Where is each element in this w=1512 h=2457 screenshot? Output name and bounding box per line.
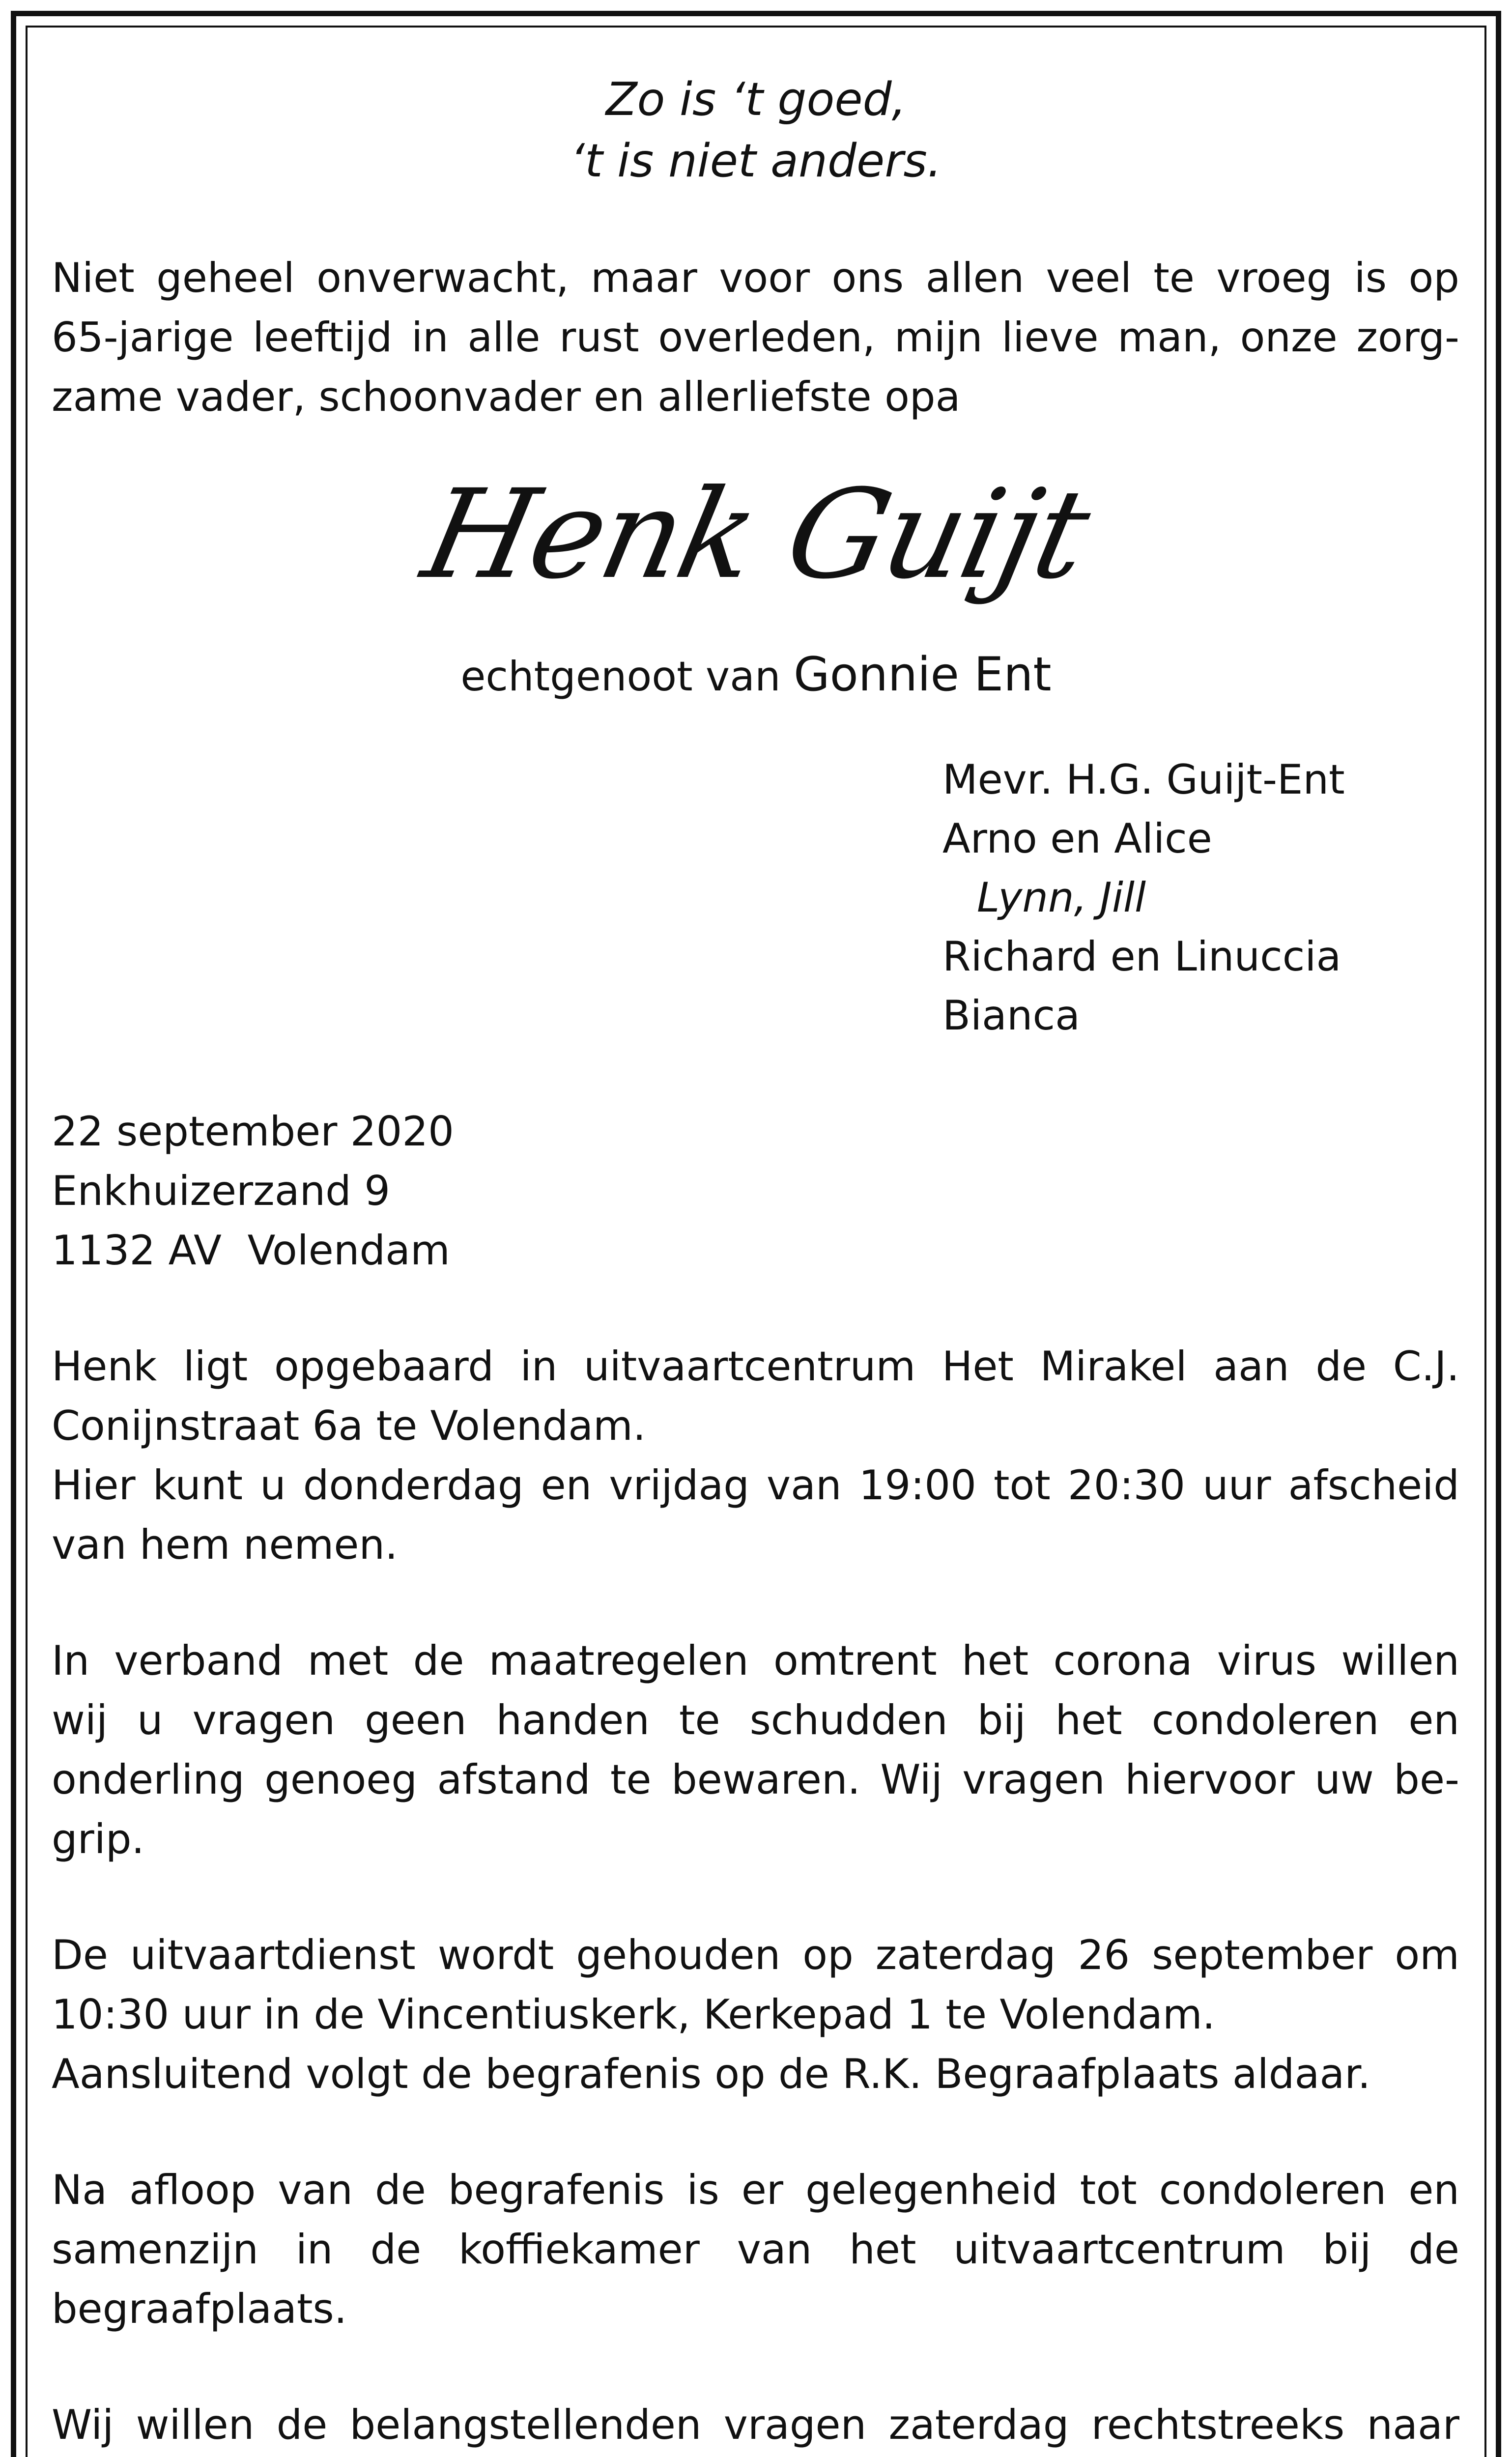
- street-line: Enkhuizerzand 9: [52, 1167, 391, 1215]
- corona-line: onderling genoeg afstand te bewaren. Wij vragen hiervoor uw be-: [52, 1756, 1459, 1803]
- service-line: De uitvaartdienst wordt gehouden op zaterdag 26 september om: [52, 1931, 1459, 1979]
- corona-line: In verband met de maatregelen omtrent het corona virus willen: [52, 1637, 1459, 1685]
- viewing-line: van hem nemen.: [52, 1521, 398, 1569]
- motto: [52, 69, 1460, 192]
- family-member: Arno en Alice: [942, 815, 1212, 862]
- family-member: Bianca: [942, 992, 1080, 1039]
- condolence-paragraph: [52, 2160, 1460, 2339]
- condolence-line: begraafplaats.: [52, 2285, 347, 2333]
- corona-line: grip.: [52, 1815, 144, 1863]
- condolence-line: Na afloop van de begrafenis is er gelegenheid tot condoleren en: [52, 2166, 1459, 2214]
- family-member: Richard en Linuccia: [942, 933, 1341, 980]
- motto-line: ‘t is niet anders.: [570, 134, 942, 187]
- spouse-name: Gonnie Ent: [793, 648, 1052, 702]
- service-paragraph: [52, 1925, 1460, 2104]
- condolence-line: samenzijn in de koffiekamer van het uitvaartcentrum bij de: [52, 2226, 1459, 2273]
- request-paragraph: [52, 2395, 1460, 2457]
- viewing-paragraph: [52, 1337, 1460, 1574]
- viewing-line: Conijnstraat 6a te Volendam.: [52, 1402, 646, 1450]
- family-member: Mevr. H.G. Guijt-Ent: [942, 756, 1345, 803]
- date-line: 22 september 2020: [52, 1108, 454, 1155]
- request-line: Wij willen de belangstellenden vragen zaterdag rechtstreeks naar: [52, 2401, 1459, 2449]
- motto-line: Zo is ‘t goed,: [605, 73, 907, 126]
- corona-line: wij u vragen geen handen te schudden bij het condoleren en: [52, 1696, 1459, 1744]
- service-line: 10:30 uur in de Vincentiuskerk, Kerkepad 1 te Volendam.: [52, 1991, 1216, 2038]
- corona-paragraph: [52, 1631, 1460, 1869]
- grandchildren: Lynn, Jill: [977, 874, 1146, 921]
- intro-line: 65-jarige leeftijd in alle rust overleden, mijn lieve man, onze zorg-: [52, 314, 1459, 361]
- family-list: [942, 750, 1460, 1045]
- viewing-line: Hier kunt u donderdag en vrijdag van 19:00 tot 20:30 uur afscheid: [52, 1461, 1459, 1509]
- deceased-name: Henk Guijt: [412, 463, 1100, 606]
- intro-line: zame vader, schoonvader en allerliefste opa: [52, 373, 961, 421]
- spouse-line: [52, 645, 1460, 706]
- address-block: [52, 1102, 1460, 1280]
- spouse-prefix: echtgenoot van: [460, 653, 781, 700]
- viewing-line: Henk ligt opgebaard in uitvaartcentrum Het Mirakel aan de C.J.: [52, 1343, 1459, 1390]
- intro-paragraph: [52, 248, 1460, 427]
- request-line: [52, 2455, 1460, 2457]
- service-line: Aansluitend volgt de begrafenis op de R.K. Begraafplaats aldaar.: [52, 2050, 1371, 2098]
- obituary-announcement: [52, 69, 1460, 2457]
- intro-line: Niet geheel onverwacht, maar voor ons allen veel te vroeg is op: [52, 254, 1459, 302]
- city-line: 1132 AV Volendam: [52, 1227, 450, 1274]
- deceased-name-block: [52, 461, 1460, 608]
